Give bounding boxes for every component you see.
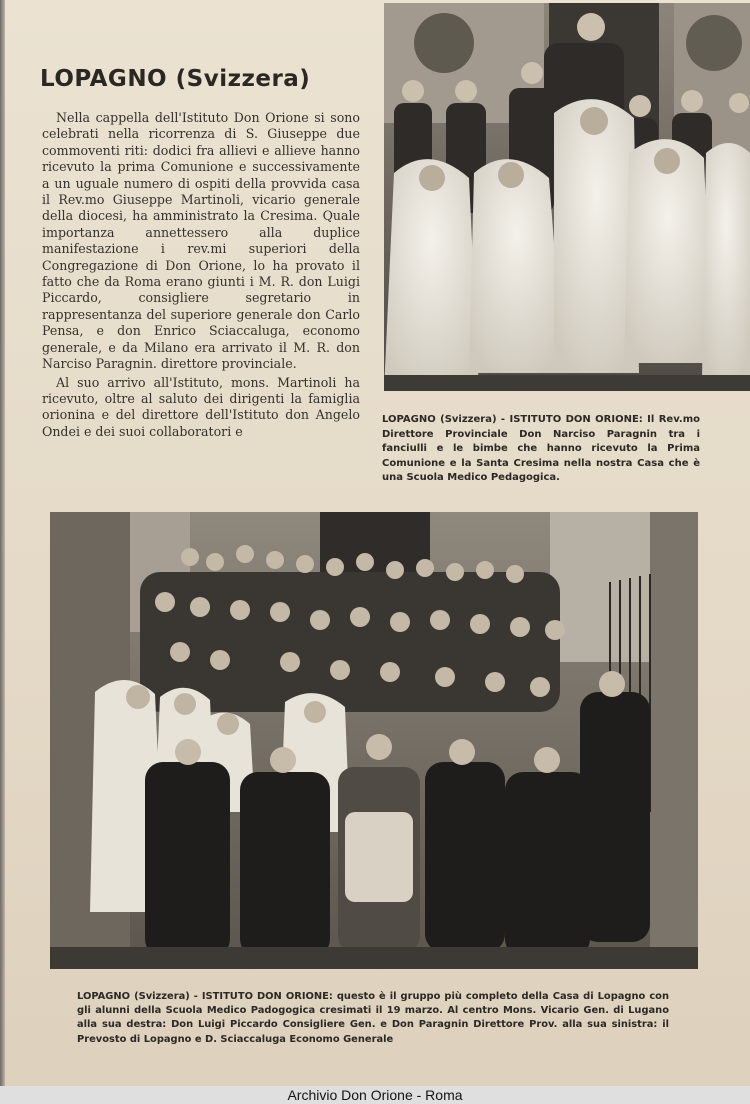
photo-group-image bbox=[50, 512, 698, 969]
archive-watermark: Archivio Don Orione - Roma bbox=[0, 1086, 750, 1104]
article-paragraph-2: Al suo arrivo all'Istituto, mons. Martinoli ha ricevuto, oltre al saluto dei dirigenti la famiglia orionina e del direttore dell'Istituto don Angelo Ondei e dei suoi collaboratori e bbox=[42, 374, 360, 439]
photo-group bbox=[50, 512, 698, 969]
article-body bbox=[42, 110, 360, 440]
photo-caption-bottom: LOPAGNO (Svizzera) - ISTITUTO DON ORIONE: questo è il gruppo più completo della Casa di Lopagno con gli alunni della Scuola Medico Padogogica cresimati il 19 marzo. Al centro Mons. Vicario Gen. di Lugano alla sua destra: Don Luigi Piccardo Consigliere Gen. e Don Paragnin Direttore Prov. alla sua sinistra: il Prevosto di Lopagno e D. Sciaccaluga Economo Generale bbox=[77, 991, 669, 1045]
photo-caption-top: LOPAGNO (Svizzera) - ISTITUTO DON ORIONE: Il Rev.mo Direttore Provinciale Don Narciso Paragnin tra i fanciulli e le bimbe che hanno ricevuto la Prima Comunione e la Santa Cresima nella nostra Casa che è una Scuola Medico Pedagogica. bbox=[382, 414, 700, 484]
binding-edge bbox=[0, 0, 5, 1104]
photo-first-communion bbox=[384, 3, 750, 391]
article-paragraph-1: Nella cappella dell'Istituto Don Orione si sono celebrati nella ricorrenza di S. Giuseppe due commoventi riti: dodici fra allievi e allieve hanno ricevuto la prima Comunione e successivamente a un uguale numero di ospiti della provvida casa il Rev.mo Giuseppe Martinoli, vicario generale della diocesi, ha amministrato la Cresima. Quale importanza annettessero alla duplice manifestazione i rev.mi superiori della Congregazione di Don Orione, lo ha provato il fatto che da Roma erano giunti i M. R. don Luigi Piccardo, consigliere segretario in rappresentanza del superiore generale don Carlo Pensa, e don Enrico Sciaccaluga, economo generale, e da Milano era arrivato il M. R. don Narciso Paragnin. direttore provinciale. bbox=[42, 110, 360, 372]
photo-first-communion-image bbox=[384, 3, 750, 391]
article-title: LOPAGNO (Svizzera) bbox=[40, 66, 311, 92]
